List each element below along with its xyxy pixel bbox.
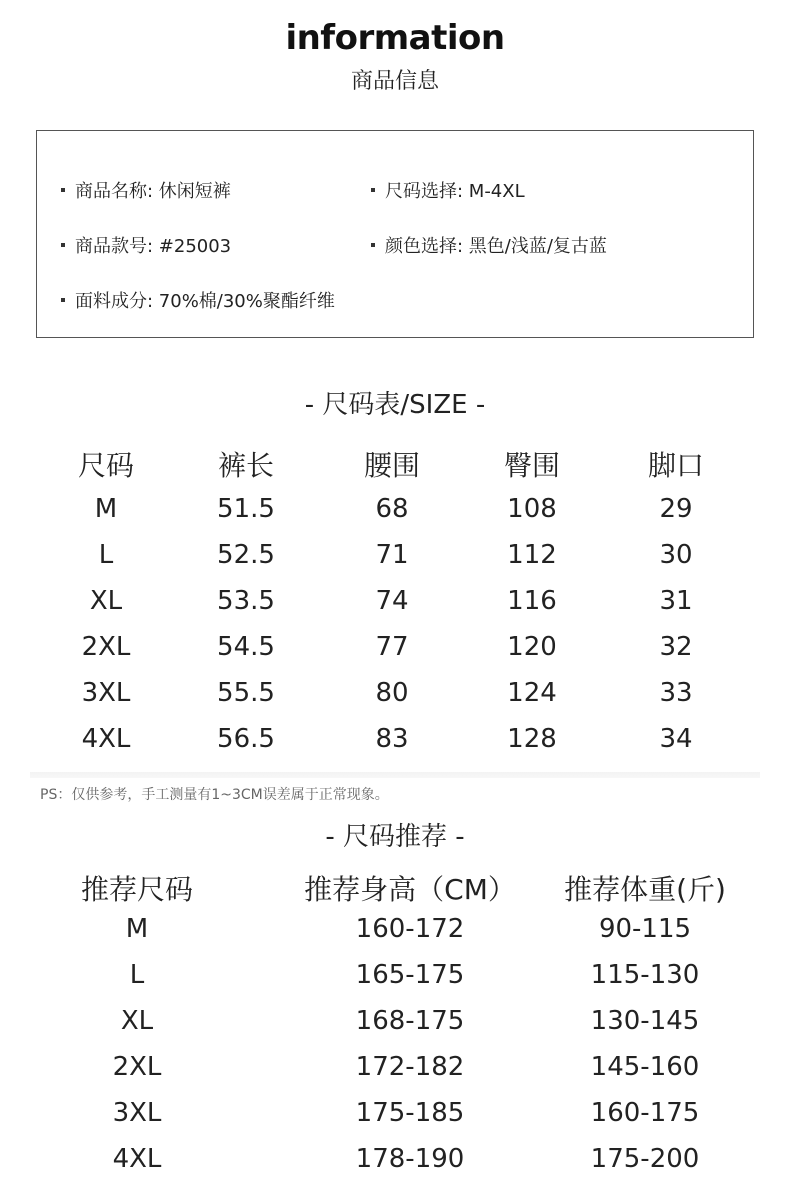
table-cell: 120 xyxy=(507,632,557,662)
info-size-options-text: 尺码选择: M-4XL xyxy=(385,181,525,202)
info-fabric-text: 面料成分: 70%棉/30%聚酯纤维 xyxy=(75,291,335,312)
table-cell: 52.5 xyxy=(217,540,275,570)
bullet-icon xyxy=(61,188,65,192)
table-cell: 68 xyxy=(375,494,409,524)
table-cell: 178-190 xyxy=(355,1144,465,1174)
info-size-options xyxy=(371,177,525,203)
table-cell: 160-172 xyxy=(355,914,465,944)
bullet-icon xyxy=(61,243,65,247)
page-subtitle: 商品信息 xyxy=(350,69,439,94)
table-cell: 51.5 xyxy=(217,494,275,524)
table-cell: 116 xyxy=(507,586,557,616)
table-cell: 33 xyxy=(659,678,693,708)
table-header-cell: 腰围 xyxy=(363,449,421,482)
table-cell: 2XL xyxy=(81,632,131,662)
divider xyxy=(30,772,760,778)
bullet-icon xyxy=(371,188,375,192)
table-header-cell: 推荐身高（CM） xyxy=(304,873,516,906)
table-cell: XL xyxy=(120,1006,154,1036)
table-cell: 172-182 xyxy=(355,1052,465,1082)
table-cell: 130-145 xyxy=(590,1006,700,1036)
table-cell: L xyxy=(98,540,114,570)
table-cell: 175-185 xyxy=(355,1098,465,1128)
table-cell: 34 xyxy=(659,724,693,754)
info-style-number-text: 商品款号: #25003 xyxy=(75,236,232,257)
table-cell: 74 xyxy=(375,586,409,616)
table-cell: 145-160 xyxy=(590,1052,700,1082)
table-cell: XL xyxy=(89,586,123,616)
table-cell: 56.5 xyxy=(217,724,275,754)
table-cell: 3XL xyxy=(112,1098,162,1128)
table-header-cell: 脚口 xyxy=(647,449,705,482)
table-cell: 175-200 xyxy=(590,1144,700,1174)
table-header-cell: 尺码 xyxy=(77,449,135,482)
table-cell: 30 xyxy=(659,540,693,570)
table-cell: 4XL xyxy=(112,1144,162,1174)
info-product-name-text: 商品名称: 休闲短裤 xyxy=(75,181,231,202)
table-cell: 4XL xyxy=(81,724,131,754)
bullet-icon xyxy=(371,243,375,247)
table-header-cell: 裤长 xyxy=(217,449,275,482)
table-cell: 165-175 xyxy=(355,960,465,990)
table-cell: 124 xyxy=(507,678,557,708)
table-cell: 55.5 xyxy=(217,678,275,708)
table-cell: 53.5 xyxy=(217,586,275,616)
table-cell: M xyxy=(94,494,118,524)
table-cell: 115-130 xyxy=(590,960,700,990)
table-header-cell: 推荐体重(斤) xyxy=(564,873,726,906)
table-cell: 128 xyxy=(507,724,557,754)
recommend-table-title: - 尺码推荐 - xyxy=(325,822,465,852)
measurement-note: PS：仅供参考，手工测量有1~3CM误差属于正常现象。 xyxy=(40,787,389,803)
page-title: information xyxy=(285,18,505,58)
table-cell: 80 xyxy=(375,678,409,708)
table-cell: 90-115 xyxy=(598,914,692,944)
table-cell: 31 xyxy=(659,586,693,616)
table-cell: 77 xyxy=(375,632,409,662)
product-info-box xyxy=(36,130,754,338)
table-cell: 168-175 xyxy=(355,1006,465,1036)
table-cell: M xyxy=(125,914,149,944)
table-cell: 3XL xyxy=(81,678,131,708)
table-cell: 71 xyxy=(375,540,409,570)
info-color-options xyxy=(371,232,607,258)
size-table-title: - 尺码表/SIZE - xyxy=(304,390,486,420)
table-cell: 29 xyxy=(659,494,693,524)
info-color-options-text: 颜色选择: 黑色/浅蓝/复古蓝 xyxy=(385,236,607,257)
info-fabric xyxy=(61,287,335,313)
table-cell: 83 xyxy=(375,724,409,754)
table-cell: 112 xyxy=(507,540,557,570)
table-cell: L xyxy=(129,960,145,990)
table-cell: 160-175 xyxy=(590,1098,700,1128)
table-cell: 54.5 xyxy=(217,632,275,662)
table-header-cell: 臀围 xyxy=(503,449,561,482)
table-cell: 108 xyxy=(507,494,557,524)
bullet-icon xyxy=(61,298,65,302)
info-style-number xyxy=(61,232,231,258)
table-header-cell: 推荐尺码 xyxy=(80,873,194,906)
table-cell: 2XL xyxy=(112,1052,162,1082)
table-cell: 32 xyxy=(659,632,693,662)
info-product-name xyxy=(61,177,231,203)
